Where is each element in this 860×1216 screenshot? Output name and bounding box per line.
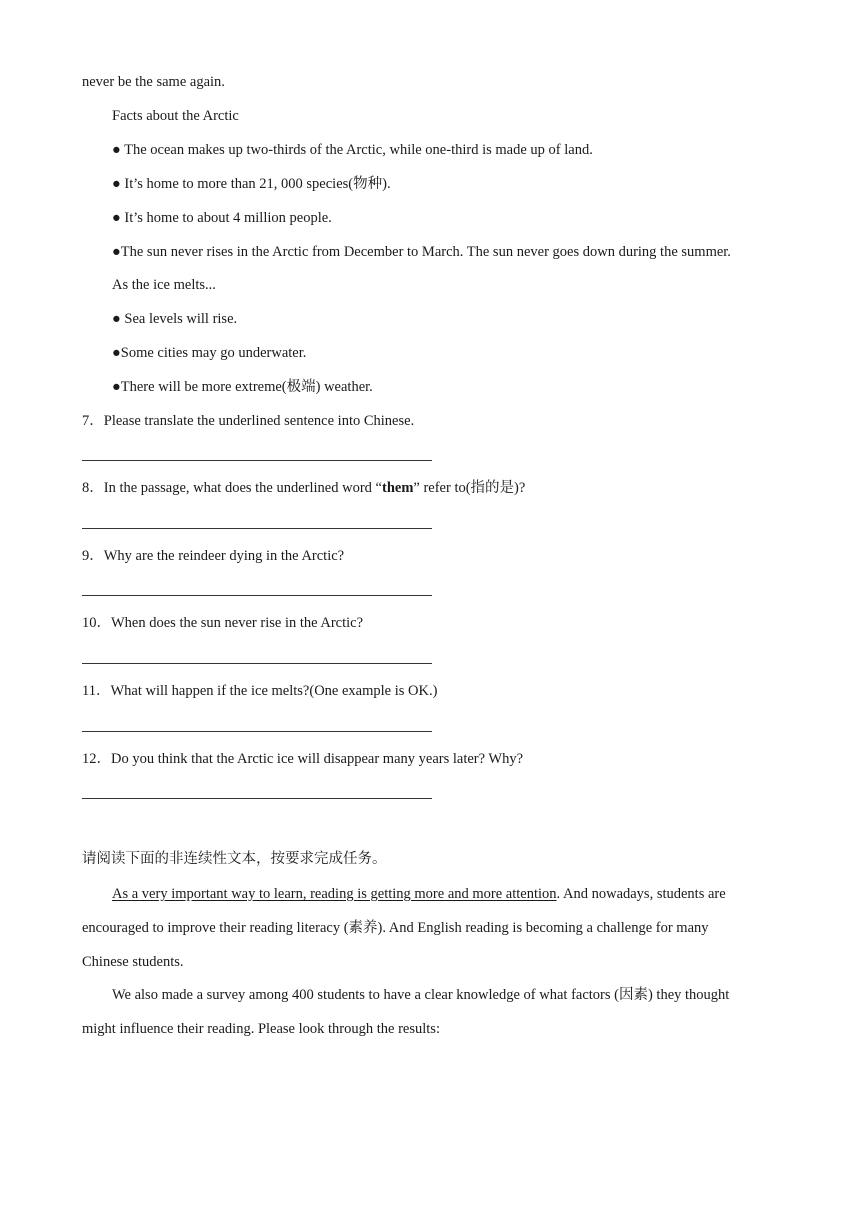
- question-10: 10．When does the sun never rise in the Arctic?: [82, 615, 364, 631]
- paragraph-2-line-1: We also made a survey among 400 students to have a clear knowledge of what factors (因素) they thought: [112, 987, 730, 1003]
- paragraph-1-line-3: Chinese students.: [82, 954, 184, 970]
- answer-line-11[interactable]: [82, 731, 432, 732]
- paragraph-1-line-2: encouraged to improve their reading literacy (素养). And English reading is becoming a challenge for many: [82, 920, 709, 936]
- passage-continuation: never be the same again.: [82, 74, 225, 90]
- melts-heading: As the ice melts...: [112, 277, 216, 293]
- paragraph-1-line-1: [112, 885, 726, 903]
- answer-line-8[interactable]: [82, 528, 432, 529]
- answer-line-10[interactable]: [82, 663, 432, 664]
- question-9: 9．Why are the reindeer dying in the Arctic?: [82, 548, 345, 564]
- melt-item: ● Sea levels will rise.: [112, 311, 238, 327]
- question-8-text: 8．In the passage, what does the underlined word “: [82, 480, 382, 496]
- question-8-text-end: ” refer to(指的是)?: [413, 480, 526, 496]
- facts-heading: Facts about the Arctic: [112, 108, 239, 124]
- paragraph-1-text: . And nowadays, students are: [556, 886, 726, 902]
- paragraph-2-line-2: might influence their reading. Please look through the results:: [82, 1021, 440, 1037]
- melt-item: ●There will be more extreme(极端) weather.: [112, 379, 373, 395]
- answer-line-12[interactable]: [82, 798, 432, 799]
- question-11: 11．What will happen if the ice melts?(One example is OK.): [82, 683, 438, 699]
- question-12: 12．Do you think that the Arctic ice will disappear many years later? Why?: [82, 751, 524, 767]
- question-7: 7．Please translate the underlined sentence into Chinese.: [82, 413, 415, 429]
- question-8-keyword: them: [381, 480, 414, 496]
- answer-line-7[interactable]: [82, 460, 432, 461]
- melt-item: ●Some cities may go underwater.: [112, 345, 307, 361]
- answer-line-9[interactable]: [82, 595, 432, 596]
- fact-item: ●The sun never rises in the Arctic from December to March. The sun never goes down during the summer.: [112, 244, 731, 260]
- question-8: [82, 479, 525, 497]
- fact-item: ● It’s home to more than 21, 000 species(物种).: [112, 176, 391, 192]
- underlined-sentence: As a very important way to learn, reading is getting more and more attention: [112, 886, 557, 902]
- fact-item: ● It’s home to about 4 million people.: [112, 210, 332, 226]
- section-instruction: 请阅读下面的非连续性文本，按要求完成任务。: [82, 851, 387, 867]
- fact-item: ● The ocean makes up two-thirds of the Arctic, while one-third is made up of land.: [112, 142, 593, 158]
